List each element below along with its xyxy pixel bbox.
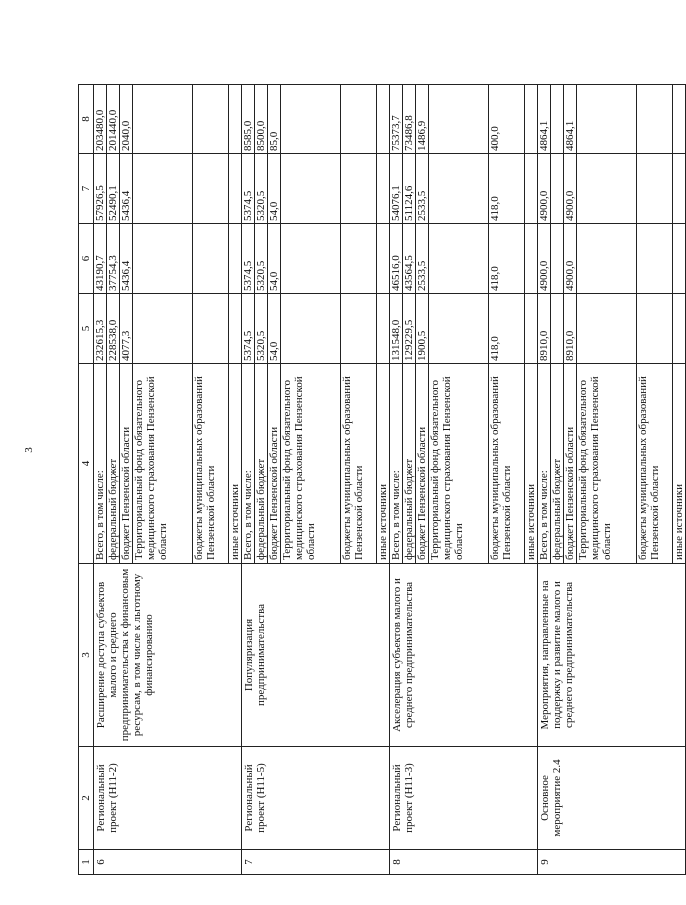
amount-c7: 54,0	[268, 154, 281, 224]
amount-c8	[673, 85, 686, 154]
funding-source-label: Всего, в том числе:	[94, 364, 107, 564]
funding-source-label: Территориальный фонд обязательного медицинского страхования Пензенской области	[133, 364, 193, 564]
amount-c8: 8585,0	[242, 85, 255, 154]
amount-c5: 5320,5	[255, 294, 268, 364]
amount-c8: 73486,8	[403, 85, 416, 154]
amount-c8	[377, 85, 390, 154]
amount-c7: 57926,5	[94, 154, 107, 224]
amount-c5	[429, 294, 489, 364]
event-name: Популяризация предпринимательства	[242, 564, 390, 747]
project-code: Региональный проект (Н11-2)	[94, 747, 242, 850]
amount-c7	[341, 154, 377, 224]
amount-c7: 2533,5	[416, 154, 429, 224]
amount-c6	[429, 224, 489, 294]
amount-c7	[429, 154, 489, 224]
amount-c8: 1486,9	[416, 85, 429, 154]
funding-source-label: бюджеты муниципальных образований Пензенской области	[341, 364, 377, 564]
funding-source-label: иные источники	[229, 364, 242, 564]
amount-c7: 5374,5	[242, 154, 255, 224]
amount-c7: 5320,5	[255, 154, 268, 224]
amount-c5: 232615,3	[94, 294, 107, 364]
amount-c7	[673, 154, 686, 224]
amount-c5: 1900,5	[416, 294, 429, 364]
amount-c7: 5436,4	[120, 154, 133, 224]
table-row	[538, 85, 551, 875]
amount-c8: 203480,0	[94, 85, 107, 154]
amount-c6	[229, 224, 242, 294]
funding-source-label: Территориальный фонд обязательного медицинского страхования Пензенской области	[281, 364, 341, 564]
funding-source-label: бюджет Пензенской области	[120, 364, 133, 564]
amount-c8: 400,0	[489, 85, 525, 154]
amount-c5	[551, 294, 564, 364]
amount-c8: 4864,1	[564, 85, 577, 154]
amount-c8	[577, 85, 637, 154]
amount-c5: 4077,3	[120, 294, 133, 364]
row-number: 7	[242, 850, 390, 875]
project-code: Основное мероприятие 2.4	[538, 747, 686, 850]
amount-c6	[377, 224, 390, 294]
table-body	[79, 85, 686, 875]
row-number: 9	[538, 850, 686, 875]
amount-c8	[133, 85, 193, 154]
amount-c7: 52490,1	[107, 154, 120, 224]
amount-c7: 418,0	[489, 154, 525, 224]
funding-source-label: федеральный бюджет	[107, 364, 120, 564]
funding-source-label: иные источники	[525, 364, 538, 564]
amount-c6: 5374,5	[242, 224, 255, 294]
event-name: Акселерация субъектов малого и среднего предпринимательства	[390, 564, 538, 747]
table-row	[390, 85, 403, 875]
funding-source-label: Всего, в том числе:	[538, 364, 551, 564]
funding-source-label: бюджеты муниципальных образований Пензенской области	[637, 364, 673, 564]
amount-c7	[637, 154, 673, 224]
amount-c6	[341, 224, 377, 294]
funding-source-label: Территориальный фонд обязательного медицинского страхования Пензенской области	[429, 364, 489, 564]
amount-c6: 43564,5	[403, 224, 416, 294]
funding-source-label: Всего, в том числе:	[390, 364, 403, 564]
amount-c5	[377, 294, 390, 364]
amount-c5	[637, 294, 673, 364]
page-number: 3	[22, 447, 35, 453]
header-col-3: 3	[79, 564, 94, 747]
amount-c7	[133, 154, 193, 224]
event-name: Расширение доступа субъектов малого и среднего предпринимательства к финансовым ресурсам, в том числе к льготному финансированию	[94, 564, 242, 747]
amount-c5: 418,0	[489, 294, 525, 364]
header-col-7: 7	[79, 154, 94, 224]
funding-source-label: федеральный бюджет	[403, 364, 416, 564]
amount-c6: 54,0	[268, 224, 281, 294]
amount-c8	[281, 85, 341, 154]
amount-c6: 418,0	[489, 224, 525, 294]
amount-c5	[341, 294, 377, 364]
amount-c5: 228538,0	[107, 294, 120, 364]
funding-source-label: бюджет Пензенской области	[416, 364, 429, 564]
amount-c5	[193, 294, 229, 364]
header-col-2: 2	[79, 747, 94, 850]
amount-c5	[133, 294, 193, 364]
amount-c8	[341, 85, 377, 154]
table-row	[242, 85, 255, 875]
amount-c7	[281, 154, 341, 224]
amount-c8: 85,0	[268, 85, 281, 154]
amount-c7: 4900,0	[564, 154, 577, 224]
funding-source-label: бюджеты муниципальных образований Пензенской области	[193, 364, 229, 564]
event-name: Мероприятия, направленные на поддержку и развитие малого и среднего предпринимательства	[538, 564, 686, 747]
amount-c7	[525, 154, 538, 224]
funding-source-label: Всего, в том числе:	[242, 364, 255, 564]
amount-c6: 5320,5	[255, 224, 268, 294]
header-col-1: 1	[79, 850, 94, 875]
table-row	[94, 85, 107, 875]
amount-c7: 4900,0	[538, 154, 551, 224]
amount-c5: 54,0	[268, 294, 281, 364]
amount-c6: 4900,0	[538, 224, 551, 294]
amount-c7: 51124,6	[403, 154, 416, 224]
amount-c7	[229, 154, 242, 224]
funding-source-label: Территориальный фонд обязательного медицинского страхования Пензенской области	[577, 364, 637, 564]
amount-c6: 46516,0	[390, 224, 403, 294]
project-code: Региональный проект (Н11-3)	[390, 747, 538, 850]
budget-table	[78, 84, 686, 875]
amount-c7	[377, 154, 390, 224]
header-col-4: 4	[79, 364, 94, 564]
amount-c5: 5374,5	[242, 294, 255, 364]
funding-source-label: федеральный бюджет	[255, 364, 268, 564]
amount-c5	[525, 294, 538, 364]
amount-c8: 4864,1	[538, 85, 551, 154]
funding-source-label: иные источники	[673, 364, 686, 564]
amount-c6	[551, 224, 564, 294]
amount-c7	[551, 154, 564, 224]
header-col-6: 6	[79, 224, 94, 294]
amount-c6: 5436,4	[120, 224, 133, 294]
amount-c8	[193, 85, 229, 154]
amount-c5: 8910,0	[538, 294, 551, 364]
amount-c6	[673, 224, 686, 294]
header-row	[79, 85, 94, 875]
rotated-table-container	[78, 85, 685, 875]
amount-c8	[525, 85, 538, 154]
row-number: 8	[390, 850, 538, 875]
funding-source-label: иные источники	[377, 364, 390, 564]
amount-c5: 129229,5	[403, 294, 416, 364]
amount-c6: 37754,3	[107, 224, 120, 294]
project-code: Региональный проект (Н11-5)	[242, 747, 390, 850]
header-col-5: 5	[79, 294, 94, 364]
row-number: 6	[94, 850, 242, 875]
amount-c6	[281, 224, 341, 294]
amount-c6: 2533,5	[416, 224, 429, 294]
header-col-8: 8	[79, 85, 94, 154]
amount-c6	[193, 224, 229, 294]
amount-c5	[281, 294, 341, 364]
amount-c6	[637, 224, 673, 294]
amount-c8	[551, 85, 564, 154]
amount-c8	[229, 85, 242, 154]
amount-c5: 8910,0	[564, 294, 577, 364]
amount-c6	[525, 224, 538, 294]
amount-c6: 43190,7	[94, 224, 107, 294]
amount-c8	[429, 85, 489, 154]
funding-source-label: бюджет Пензенской области	[564, 364, 577, 564]
amount-c8	[637, 85, 673, 154]
amount-c5	[229, 294, 242, 364]
amount-c8: 8500,0	[255, 85, 268, 154]
funding-source-label: бюджет Пензенской области	[268, 364, 281, 564]
amount-c5	[673, 294, 686, 364]
amount-c7	[193, 154, 229, 224]
funding-source-label: бюджеты муниципальных образований Пензенской области	[489, 364, 525, 564]
amount-c8: 2040,0	[120, 85, 133, 154]
amount-c6: 4900,0	[564, 224, 577, 294]
funding-source-label: федеральный бюджет	[551, 364, 564, 564]
amount-c7: 54076,1	[390, 154, 403, 224]
amount-c5	[577, 294, 637, 364]
amount-c7	[577, 154, 637, 224]
amount-c8: 75373,7	[390, 85, 403, 154]
amount-c8: 201440,0	[107, 85, 120, 154]
amount-c6	[577, 224, 637, 294]
amount-c6	[133, 224, 193, 294]
amount-c5: 131548,0	[390, 294, 403, 364]
